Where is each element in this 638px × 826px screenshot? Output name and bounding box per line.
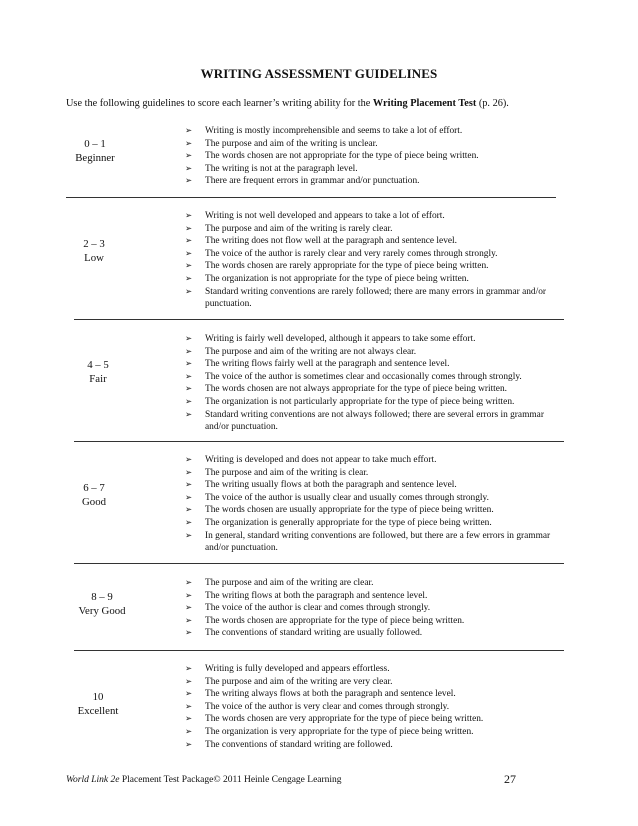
arrow-bullet-icon: ➢	[185, 223, 193, 234]
arrow-bullet-icon: ➢	[185, 739, 193, 750]
arrow-bullet-icon: ➢	[185, 384, 193, 395]
criteria-item: ➢ The words chosen are rarely appropriate for the type of piece being written.	[185, 261, 489, 272]
criteria-item: ➢ The purpose and aim of the writing are not always clear.	[185, 346, 417, 357]
criteria-item: ➢ The words chosen are not appropriate for the type of piece being written.	[185, 151, 479, 162]
criteria-item: ➢ The voice of the author is clear and comes through strongly.	[185, 603, 431, 614]
score-block	[70, 690, 126, 718]
criteria-item: ➢ Standard writing conventions are not always followed; there are several errors in grammar and/or punctuation.	[185, 409, 544, 433]
criteria-item: ➢ The purpose and aim of the writing is clear.	[185, 467, 369, 478]
criteria-item: ➢ Writing is fairly well developed, although it appears to take some effort.	[185, 334, 476, 344]
arrow-bullet-icon: ➢	[185, 359, 193, 370]
criteria-item: ➢ The writing flows at both the paragraph and sentence level.	[185, 590, 428, 601]
arrow-bullet-icon: ➢	[185, 176, 193, 187]
score-range: 2 – 3	[83, 238, 105, 250]
criteria-item: ➢ The purpose and aim of the writing are very clear.	[185, 676, 393, 687]
arrow-bullet-icon: ➢	[185, 409, 193, 420]
criteria-item: ➢ The conventions of standard writing are usually followed.	[185, 628, 423, 639]
criteria-list	[185, 577, 565, 640]
criteria-item: ➢ The words chosen are not always appropriate for the type of piece being written.	[185, 384, 507, 395]
criteria-item: ➢ The purpose and aim of the writing is rarely clear.	[185, 223, 393, 234]
criteria-item: ➢ The conventions of standard writing are followed.	[185, 739, 393, 750]
arrow-bullet-icon: ➢	[185, 726, 193, 737]
arrow-bullet-icon: ➢	[185, 664, 193, 674]
criteria-item: ➢ The words chosen are usually appropriate for the type of piece being written.	[185, 505, 494, 516]
criteria-item: ➢ The voice of the author is sometimes clear and occasionally comes through strongly.	[185, 371, 522, 382]
criteria-item: ➢ The words chosen are very appropriate for the type of piece being written.	[185, 714, 484, 725]
score-label: Very Good	[78, 605, 126, 617]
arrow-bullet-icon: ➢	[185, 455, 193, 465]
section-divider	[74, 319, 564, 320]
criteria-list	[185, 210, 565, 311]
criteria-item: ➢ The voice of the author is very clear and comes through strongly.	[185, 701, 450, 712]
criteria-item: ➢ The organization is very appropriate for the type of piece being written.	[185, 726, 474, 737]
arrow-bullet-icon: ➢	[185, 517, 193, 528]
score-block	[74, 481, 114, 509]
arrow-bullet-icon: ➢	[185, 371, 193, 382]
arrow-bullet-icon: ➢	[185, 628, 193, 639]
criteria-item: ➢ The writing always flows at both the paragraph and sentence level.	[185, 689, 456, 700]
criteria-item: ➢ Standard writing conventions are rarely followed; there are many errors in grammar and/or punctuation.	[185, 286, 547, 310]
arrow-bullet-icon: ➢	[185, 590, 193, 601]
score-range: 10	[92, 691, 104, 703]
score-range: 6 – 7	[83, 482, 105, 494]
criteria-item: ➢ Writing is mostly incomprehensible and seems to take a lot of effort.	[185, 126, 463, 136]
arrow-bullet-icon: ➢	[185, 578, 193, 588]
page-title: WRITING ASSESSMENT GUIDELINES	[200, 66, 438, 81]
footer-text	[66, 775, 342, 785]
score-label: Beginner	[75, 152, 115, 164]
arrow-bullet-icon: ➢	[185, 346, 193, 357]
criteria-list	[185, 454, 565, 555]
score-label: Excellent	[77, 705, 119, 717]
criteria-item: ➢ There are frequent errors in grammar and/or punctuation.	[185, 176, 420, 187]
criteria-item: ➢ The purpose and aim of the writing are clear.	[185, 578, 374, 588]
arrow-bullet-icon: ➢	[185, 151, 193, 162]
arrow-bullet-icon: ➢	[185, 126, 193, 136]
criteria-item: ➢ The voice of the author is rarely clear and very rarely comes through strongly.	[185, 248, 498, 259]
arrow-bullet-icon: ➢	[185, 530, 193, 541]
page-number: 27	[504, 772, 516, 786]
arrow-bullet-icon: ➢	[185, 236, 193, 247]
score-range: 0 – 1	[84, 138, 106, 150]
criteria-item: ➢ The writing flows fairly well at the paragraph and sentence level.	[185, 359, 450, 370]
criteria-item: ➢ The voice of the author is usually clear and usually comes through strongly.	[185, 492, 489, 503]
section-divider	[74, 441, 564, 442]
arrow-bullet-icon: ➢	[185, 676, 193, 687]
intro-bold: Writing Placement Test	[372, 98, 477, 109]
arrow-bullet-icon: ➢	[185, 163, 193, 174]
arrow-bullet-icon: ➢	[185, 603, 193, 614]
criteria-list	[185, 663, 565, 751]
section-divider	[66, 197, 556, 198]
arrow-bullet-icon: ➢	[185, 261, 193, 272]
criteria-item: ➢ Writing is not well developed and appears to take a lot of effort.	[185, 211, 445, 221]
score-label: Good	[82, 496, 106, 508]
arrow-bullet-icon: ➢	[185, 689, 193, 700]
criteria-item: ➢ The words chosen are appropriate for the type of piece being written.	[185, 615, 465, 626]
criteria-item: ➢ The writing is not at the paragraph level.	[185, 163, 358, 174]
arrow-bullet-icon: ➢	[185, 615, 193, 626]
score-block	[70, 137, 120, 165]
arrow-bullet-icon: ➢	[185, 211, 193, 221]
section-divider	[74, 650, 564, 651]
criteria-item: ➢ In general, standard writing conventions are followed, but there are a few errors in grammar and/or punctuation.	[185, 530, 551, 554]
criteria-item: ➢ Writing is developed and does not appear to take much effort.	[185, 455, 437, 465]
arrow-bullet-icon: ➢	[185, 248, 193, 259]
score-label: Low	[84, 252, 104, 264]
arrow-bullet-icon: ➢	[185, 273, 193, 284]
arrow-bullet-icon: ➢	[185, 492, 193, 503]
arrow-bullet-icon: ➢	[185, 396, 193, 407]
intro-after: (p. 26).	[476, 98, 509, 109]
criteria-item: ➢ The purpose and aim of the writing is unclear.	[185, 138, 378, 149]
criteria-item: ➢ The organization is not appropriate for the type of piece being written.	[185, 273, 469, 284]
arrow-bullet-icon: ➢	[185, 505, 193, 516]
score-block	[70, 590, 134, 618]
criteria-item: ➢ The writing does not flow well at the paragraph and sentence level.	[185, 236, 457, 247]
score-range: 8 – 9	[91, 591, 113, 603]
intro-before: Use the following guidelines to score each learner’s writing ability for the	[66, 98, 373, 109]
footer-rest: Placement Test Package© 2011 Heinle Cengage Learning	[119, 775, 342, 785]
arrow-bullet-icon: ➢	[185, 467, 193, 478]
criteria-list	[185, 333, 565, 434]
score-label: Fair	[89, 373, 107, 385]
arrow-bullet-icon: ➢	[185, 334, 193, 344]
criteria-list	[185, 125, 565, 188]
arrow-bullet-icon: ➢	[185, 286, 193, 297]
score-range: 4 – 5	[87, 359, 109, 371]
score-block	[78, 358, 118, 386]
footer-book-title: World Link 2e	[66, 775, 120, 785]
score-block	[74, 237, 114, 265]
arrow-bullet-icon: ➢	[185, 714, 193, 725]
arrow-bullet-icon: ➢	[185, 138, 193, 149]
intro-text	[66, 98, 586, 109]
criteria-item: ➢ Writing is fully developed and appears effortless.	[185, 664, 390, 674]
criteria-item: ➢ The writing usually flows at both the paragraph and sentence level.	[185, 480, 457, 491]
arrow-bullet-icon: ➢	[185, 480, 193, 491]
criteria-item: ➢ The organization is generally appropriate for the type of piece being written.	[185, 517, 492, 528]
section-divider	[74, 563, 564, 564]
arrow-bullet-icon: ➢	[185, 701, 193, 712]
criteria-item: ➢ The organization is not particularly appropriate for the type of piece being written.	[185, 396, 515, 407]
